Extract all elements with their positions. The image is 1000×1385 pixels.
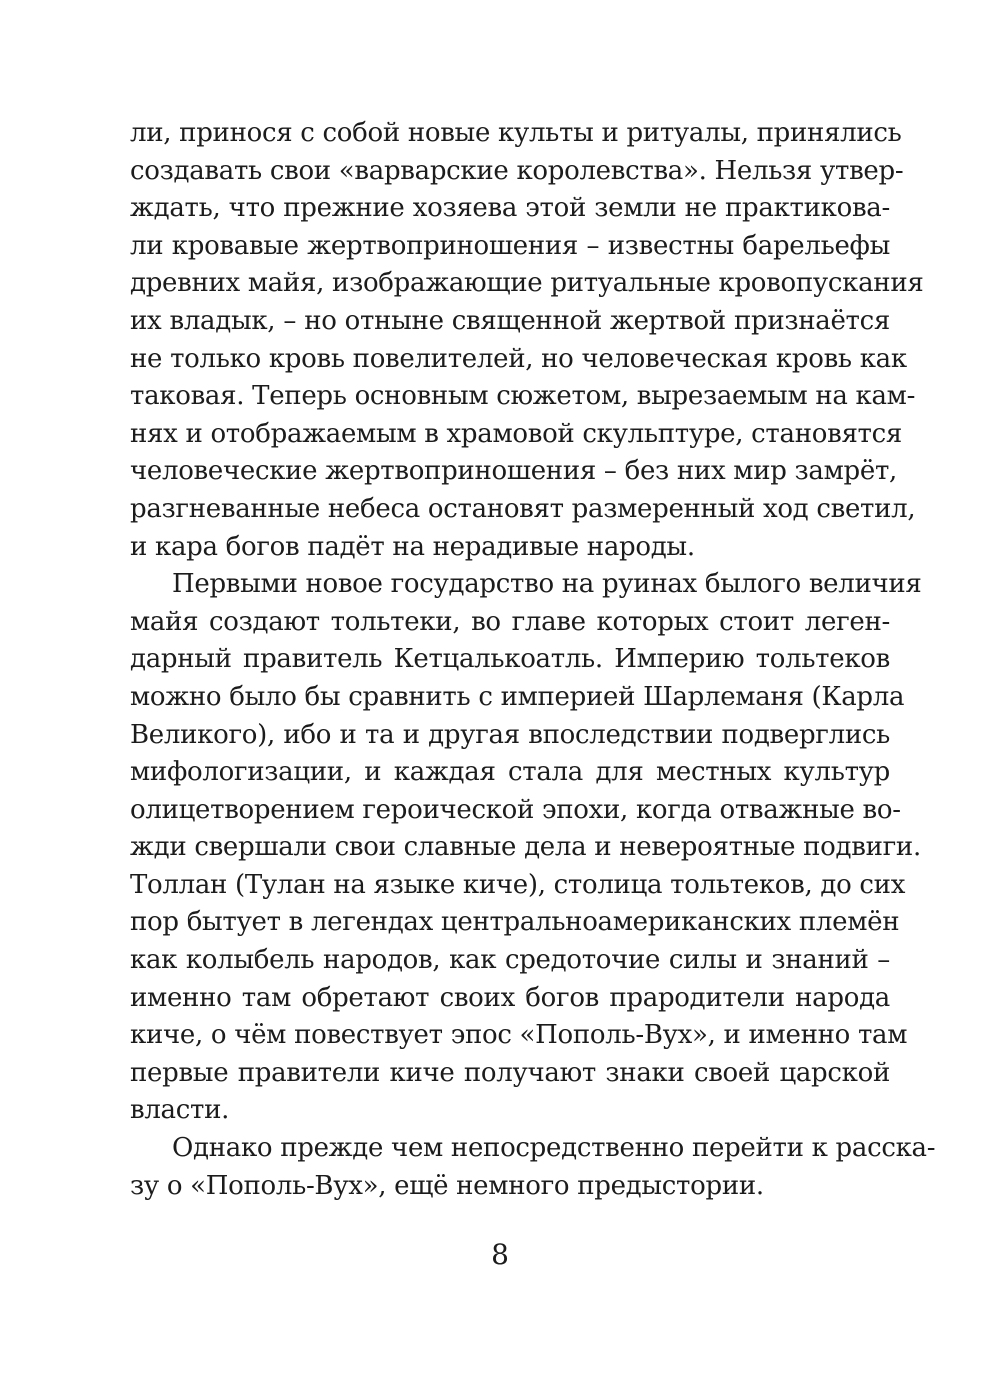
text-line: дарный правитель Кетцалькоатль. Империю тольтеков — [130, 644, 890, 675]
text-line: ждать, что прежние хозяева этой земли не практикова- — [130, 193, 890, 224]
text-line: именно там обретают своих богов прародители народа — [130, 982, 890, 1013]
text-line: жди свершали свои славные дела и невероятные подвиги. — [130, 832, 921, 863]
text-line: разгневанные небеса остановят размеренный ход светил, — [130, 493, 916, 524]
text-line: Великого), ибо и та и другая впоследствии подверглись — [130, 719, 890, 750]
text-line: ли кровавые жертвоприношения – известны барельефы — [130, 230, 890, 261]
text-line: власти. — [130, 1095, 230, 1126]
paragraph-1 — [130, 115, 924, 566]
paragraph-3 — [130, 1130, 936, 1205]
text-line: Первыми новое государство на руинах былого величия — [172, 569, 922, 600]
text-line: Толлан (Тулан на языке киче), столица тольтеков, до сих — [130, 869, 906, 900]
text-line: майя создают тольтеки, во главе которых стоит леген- — [130, 606, 890, 637]
paragraph-2 — [130, 566, 922, 1130]
text-line: можно было бы сравнить с империей Шарлеманя (Карла — [130, 681, 905, 712]
text-line: человеческие жертвоприношения – без них мир замрёт, — [130, 456, 898, 487]
text-line: киче, о чём повествует эпос «Пополь-Вух», и именно там — [130, 1020, 908, 1051]
text-line: и кара богов падёт на нерадивые народы. — [130, 531, 695, 562]
body-text — [130, 115, 936, 1205]
text-line: их владык, – но отныне священной жертвой признаётся — [130, 305, 890, 336]
text-line: древних майя, изображающие ритуальные кровопускания — [130, 268, 924, 299]
page-number: 8 — [491, 1238, 509, 1271]
text-line: пор бытует в легендах центральноамериканских племён — [130, 907, 900, 938]
text-line: как колыбель народов, как средоточие силы и знаний – — [130, 945, 890, 976]
text-line: зу о «Пополь-Вух», ещё немного предыстории. — [130, 1170, 764, 1201]
text-line: создавать свои «варварские королевства». Нельзя утвер- — [130, 155, 904, 186]
text-line: Однако прежде чем непосредственно перейти к расска- — [172, 1133, 936, 1164]
text-line: олицетворением героической эпохи, когда отважные во- — [130, 794, 901, 825]
text-line: не только кровь повелителей, но человеческая кровь как — [130, 343, 907, 374]
text-line: нях и отображаемым в храмовой скульптуре, становятся — [130, 418, 902, 449]
text-line: мифологизации, и каждая стала для местных культур — [130, 757, 890, 788]
text-line: ли, принося с собой новые культы и ритуалы, принялись — [130, 118, 902, 148]
text-line: таковая. Теперь основным сюжетом, вырезаемым на кам- — [130, 381, 916, 412]
text-line: первые правители киче получают знаки своей царской — [130, 1057, 890, 1088]
